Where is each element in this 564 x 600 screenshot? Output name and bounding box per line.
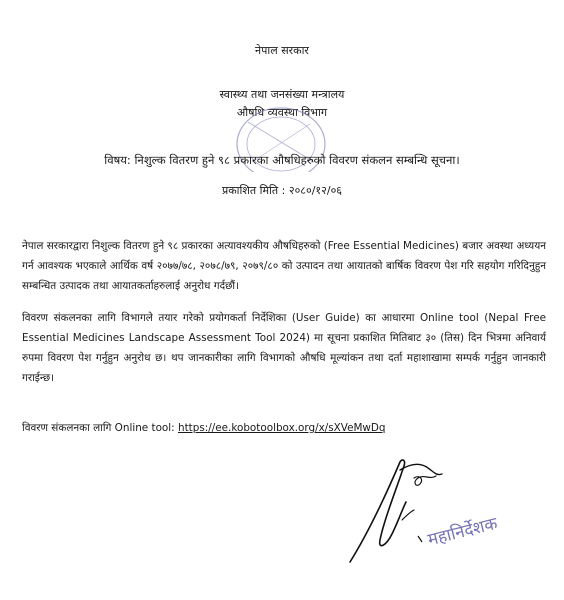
subject-line: विषय: निशुल्क वितरण हुने ९८ प्रकारका औषधिहरुको विवरण संकलन सम्बन्धि सूचना। xyxy=(104,153,460,167)
signature-icon xyxy=(340,450,460,570)
published-date: प्रकाशित मिति : २०८०/१२/०६ xyxy=(221,184,343,197)
online-tool-line xyxy=(22,420,386,436)
paragraph-request: नेपाल सरकारद्वारा निशुल्क वितरण हुने ९८ प्रकारका अत्यावश्यकीय औषधिहरुको (Free Essential Medicines) बजार अवस्था अध्ययन गर्न आवश्यक भएकाले आर्थिक वर्ष २०७७/७८, २०७८/७९, २०७९/८० को उत्पादन तथा आयातको बार्षिक विवरण पेश गरि सहयोग गरिदिनुहुन सम्बन्धित उत्पादक तथा आयातकर्ताहरुलाई अनुरोध गर्दछौं। xyxy=(22,240,546,292)
paragraph-instructions: विवरण संकलनका लागि विभागले तयार गरेको प्रयोगकर्ता निर्देशिका (User Guide) का आधारमा Online tool (Nepal Free Essential Medicines Landscape Assessment Tool 2024) मा सूचना प्रकाशित मितिबाट ३० (तिस) दिन भित्रमा अनिवार्य रुपमा विवरण पेश गर्नुहुन अनुरोध छ। थप जानकारीका लागि विभागको औषधि मूल्यांकन तथा दर्ता महाशाखामा सम्पर्क गर्नुहुन जानकारी गराईन्छ। xyxy=(22,312,546,384)
online-tool-label: विवरण संकलनका लागि Online tool: xyxy=(22,422,175,434)
online-tool-link[interactable]: https://ee.kobotoolbox.org/x/sXVeMwDq xyxy=(178,422,386,434)
government-heading: नेपाल सरकार xyxy=(255,44,309,57)
director-general-stamp: महानिर्देशक xyxy=(425,513,500,551)
department-heading: औषधि व्यवस्था विभाग xyxy=(236,106,328,119)
ministry-heading: स्वास्थ्य तथा जनसंख्या मन्त्रालय xyxy=(219,88,345,101)
